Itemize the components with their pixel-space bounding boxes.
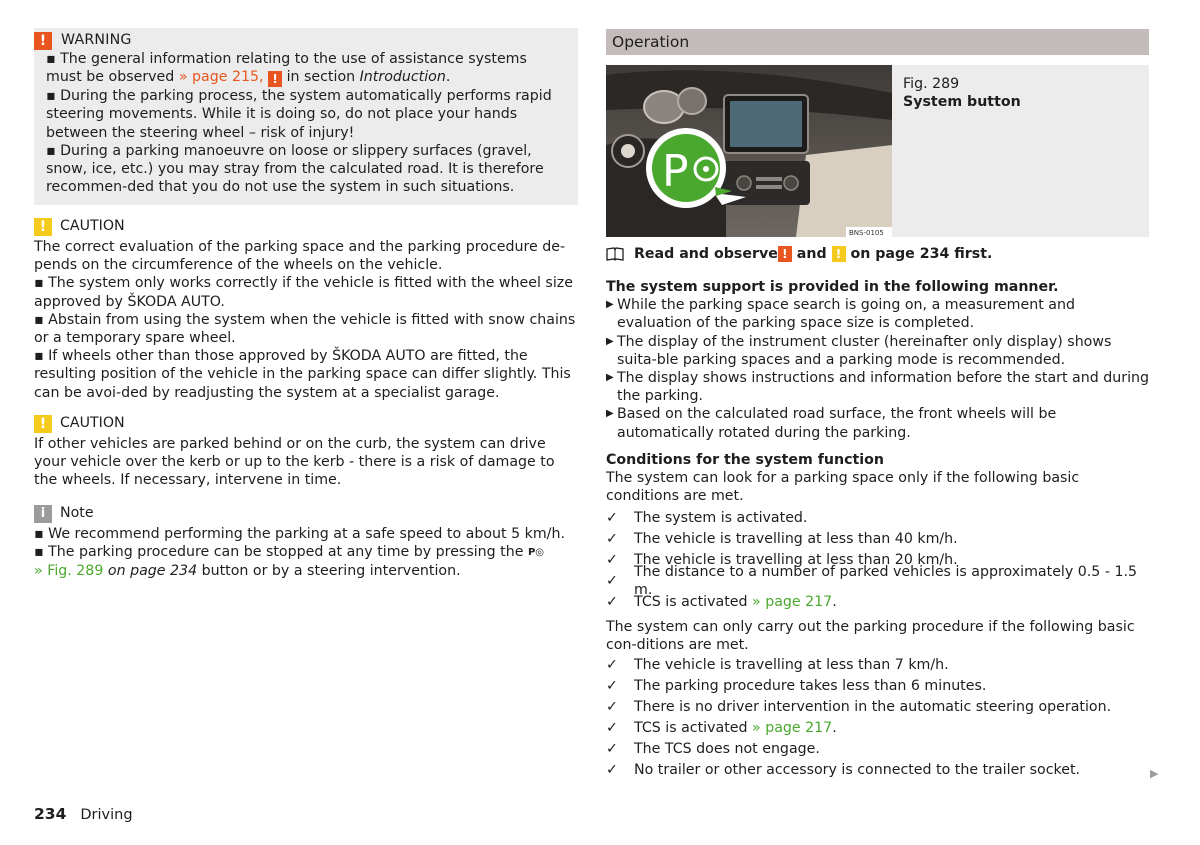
check-item: [606, 676, 1150, 697]
info-icon: i: [34, 505, 52, 523]
caution-title: CAUTION: [60, 218, 125, 235]
inline-warning-icon: !: [268, 71, 282, 87]
check-item: [606, 718, 1150, 739]
conditions-checklist: [606, 508, 1150, 613]
text: button or by a steering intervention.: [197, 563, 461, 580]
text: .: [445, 69, 451, 86]
page-footer: [34, 805, 133, 824]
support-bullet-item: [606, 296, 1150, 332]
figure-title: System button: [903, 94, 1021, 111]
park-assist-button-icon: P◎: [527, 547, 545, 559]
check-icon: ✓: [606, 531, 618, 547]
caution-section-1: [34, 217, 578, 402]
text: in section: [282, 69, 360, 86]
operation-heading: Operation: [606, 29, 1149, 55]
conditions-checklist-2: [606, 655, 1150, 781]
text: and: [791, 246, 832, 262]
warning-title: WARNING: [61, 32, 132, 49]
caution-para: ▪ The system only works correctly if the vehicle is fitted with the wheel size approved by ŠKODA AUTO.: [34, 275, 573, 310]
check-text: There is no driver intervention in the automatic steering operation.: [634, 699, 1112, 716]
support-heading: The system support is provided in the following manner.: [606, 279, 1059, 295]
continue-arrow-icon: ▶: [1150, 767, 1159, 780]
check-item: [606, 563, 1150, 599]
check-item: [606, 655, 1150, 676]
bullet-arrow-icon: ▶: [606, 408, 614, 420]
check-item: [606, 529, 1150, 550]
introduction-ref: Introduction: [359, 69, 446, 86]
check-icon: ✓: [606, 762, 618, 779]
page-217-link[interactable]: » page 217: [752, 594, 833, 610]
bullet-text: Based on the calculated road surface, the front wheels will be automatically rotated during the parking.: [617, 406, 1057, 441]
caution-icon: !: [34, 415, 52, 433]
caution-header: [34, 217, 578, 236]
conditions-section: [606, 451, 1150, 781]
check-icon: ✓: [606, 594, 618, 610]
check-text: No trailer or other accessory is connected to the trailer socket.: [634, 762, 1081, 779]
check-text: The system is activated.: [634, 510, 808, 526]
note-title: Note: [60, 505, 94, 522]
warning-box: [34, 28, 578, 205]
figure-label: Fig. 289: [903, 76, 960, 92]
text: ▪ The parking procedure can be stopped at any time by pressing the: [34, 544, 528, 561]
section-name: Driving: [80, 807, 133, 823]
bullet-text: While the parking space search is going on, a measurement and evaluation of the parking space size is completed.: [617, 297, 1075, 332]
read-observe-line: [606, 245, 1150, 263]
text: on page 234: [103, 563, 198, 580]
check-text: TCS is activated: [634, 594, 752, 610]
support-list: [606, 296, 1150, 442]
note-section: [34, 504, 578, 581]
caution-section-2: [34, 414, 578, 490]
text: .: [832, 594, 837, 610]
page-number: 234: [34, 805, 67, 823]
check-text: The distance to a number of parked vehicles is approximately 0.5 - 1.5 m.: [634, 563, 1138, 599]
dashboard-image: [606, 65, 892, 237]
bullet-arrow-icon: ▶: [606, 299, 614, 311]
support-bullet-item: [606, 405, 1150, 441]
inline-warning-icon: !: [778, 246, 792, 262]
caution-header: [34, 414, 578, 433]
check-icon: ✓: [606, 741, 618, 758]
check-item: [606, 739, 1150, 760]
check-text: The vehicle is travelling at less than 20 km/h.: [634, 552, 958, 568]
caution-title: CAUTION: [60, 415, 125, 432]
inline-caution-icon: !: [832, 246, 846, 262]
caution-para: ▪ Abstain from using the system when the vehicle is fitted with snow chains or a temporary spare wheel.: [34, 311, 576, 347]
check-icon: ✓: [606, 573, 618, 589]
check-icon: ✓: [606, 552, 618, 568]
check-text: The vehicle is travelling at less than 7 km/h.: [634, 657, 949, 674]
check-text: The vehicle is travelling at less than 40 km/h.: [634, 531, 958, 547]
support-section: [606, 278, 1150, 442]
caution-para: ▪ If wheels other than those approved by ŠKODA AUTO are fitted, the resulting position of the vehicle in the parking space can differ slightly. This can be avoi-ded by readjusting the system at a specialist garage.: [34, 348, 571, 401]
warning-header: [34, 31, 566, 50]
check-icon: ✓: [606, 657, 618, 674]
bullet-text: The display of the instrument cluster (hereinafter only display) shows suita-ble parking spaces and a parking mode is recommended.: [617, 333, 1112, 368]
conditions-intro-2: The system can only carry out the parking procedure if the following basic con-ditions are met.: [606, 618, 1135, 653]
caution-icon: !: [34, 218, 52, 236]
figure-box: [606, 65, 1149, 237]
warning-para-2: ▪ During the parking process, the system automatically performs rapid steering movements. While it is doing so, do not place your hands between the steering wheel – risk of injury!: [46, 88, 552, 141]
figure-code: BNS-0105: [849, 229, 884, 237]
bullet-arrow-icon: ▶: [606, 372, 614, 384]
conditions-heading: Conditions for the system function: [606, 452, 884, 468]
text: on page 234 first.: [845, 246, 993, 262]
check-icon: ✓: [606, 720, 618, 737]
check-icon: ✓: [606, 510, 618, 526]
note-para-2: [34, 543, 578, 580]
support-bullet-item: [606, 333, 1150, 369]
caution-para: The correct evaluation of the parking space and the parking procedure de-pends on the circumference of the wheels on the vehicle.: [34, 239, 566, 274]
page-217-link[interactable]: » page 217: [752, 720, 833, 737]
text: ▪ The general information relating to the use of assistance systems must be observed: [46, 51, 527, 86]
fig-289-link[interactable]: » Fig. 289: [34, 563, 104, 580]
figure-caption: [903, 75, 1143, 111]
text: Read and observe: [634, 246, 778, 262]
check-icon: ✓: [606, 678, 618, 695]
book-icon: [606, 247, 624, 261]
page-215-link[interactable]: » page 215,: [178, 69, 264, 86]
check-item: [606, 760, 1150, 781]
dashboard-illustration: [606, 65, 892, 237]
warning-para-1: [46, 50, 566, 87]
check-text: TCS is activated: [634, 720, 752, 737]
park-button-letter: P: [662, 146, 689, 197]
support-bullet-item: [606, 369, 1150, 405]
text: .: [832, 720, 837, 737]
caution-para: If other vehicles are parked behind or on the curb, the system can drive your vehicle over the kerb or up to the kerb - there is a risk of damage to the wheels. If necessary, intervene in time.: [34, 436, 555, 489]
check-icon: ✓: [606, 699, 618, 716]
check-text: The TCS does not engage.: [634, 741, 820, 758]
check-text: The parking procedure takes less than 6 minutes.: [634, 678, 987, 695]
warning-para-3: ▪ During a parking manoeuvre on loose or slippery surfaces (gravel, snow, ice, etc.) you may stray from the calculated road. It is therefore recommen-ded that you do not use the system in such situations.: [46, 142, 544, 196]
note-header: [34, 504, 578, 523]
bullet-text: The display shows instructions and information before the start and during the parking.: [617, 370, 1150, 405]
warning-icon: !: [34, 32, 52, 50]
bullet-arrow-icon: ▶: [606, 335, 614, 347]
conditions-intro: The system can look for a parking space only if the following basic conditions are met.: [606, 470, 1080, 505]
note-para-1: ▪ We recommend performing the parking at a safe speed to about 5 km/h.: [34, 526, 565, 542]
check-item: [606, 697, 1150, 718]
check-item: [606, 508, 1150, 529]
